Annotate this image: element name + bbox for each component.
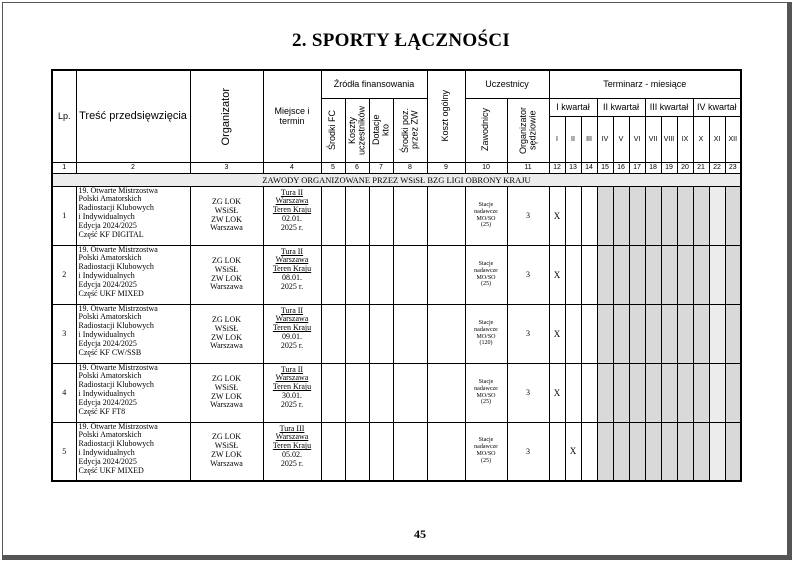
header-month: I (549, 116, 565, 162)
cell-line: Stacje (478, 201, 494, 208)
cell-empty (369, 363, 393, 422)
cell-empty (345, 245, 369, 304)
table-row (52, 363, 741, 422)
column-number: 22 (709, 162, 725, 173)
cell-line: Teren Kraju (272, 205, 312, 215)
cell-line: nadawcze (474, 326, 498, 333)
cell-line: WSiSŁ (214, 264, 239, 274)
cell-line: Część UKF MIXED (78, 289, 144, 299)
cell-line: Edycja 2024/2025 (78, 280, 137, 290)
cell-line: (25) (481, 281, 491, 288)
cell-lp: 4 (52, 363, 76, 422)
cell-line: (25) (481, 399, 491, 406)
month-cell (661, 363, 677, 422)
cell-line: 09.01. (282, 332, 302, 342)
column-number: 19 (661, 162, 677, 173)
cell-empty (369, 245, 393, 304)
cell-empty (427, 245, 465, 304)
month-cell (597, 186, 613, 245)
column-numbers-row (52, 162, 741, 173)
cell-line: Polski Amatorskich (78, 194, 142, 204)
table-row (52, 304, 741, 363)
header-dotacje-label: Dotacje kto (370, 114, 390, 146)
cell-line: Teren Kraju (272, 382, 312, 392)
month-cell (709, 363, 725, 422)
column-number: 9 (427, 162, 465, 173)
cell-line: ZW LOK (211, 450, 242, 460)
column-number: 17 (629, 162, 645, 173)
cell-empty (369, 186, 393, 245)
cell-empty (369, 422, 393, 481)
cell-line: MO/SO (476, 392, 496, 399)
column-number: 3 (190, 162, 263, 173)
month-cell (645, 363, 661, 422)
month-cell (549, 422, 565, 481)
month-cell (613, 363, 629, 422)
cell-line: ZW LOK (211, 273, 242, 283)
header-srodki-fc-label: Środki FC (327, 109, 338, 150)
cell-line: 19. Otwarte Mistrzostwa (78, 245, 158, 254)
header-lp: Lp. (52, 70, 76, 162)
cell-line: 19. Otwarte Mistrzostwa (78, 304, 158, 313)
cell-line: Warszawa (210, 223, 243, 233)
cell-line: nadawcze (474, 444, 498, 451)
cell-line: Radiostacji Klubowych (78, 262, 154, 272)
cell-empty (321, 363, 345, 422)
cell-line: 2025 r. (280, 400, 304, 410)
header-quarter-4: IV kwartał (693, 98, 741, 116)
month-cell (613, 304, 629, 363)
column-number: 10 (465, 162, 507, 173)
month-cell (677, 304, 693, 363)
cell-line: ZG LOK (211, 373, 242, 383)
cell-line: ZG LOK (211, 432, 242, 442)
cell-line: Teren Kraju (272, 264, 312, 274)
cell-miejsce (263, 422, 321, 481)
cell-line: WSiSŁ (214, 441, 239, 451)
month-mark: X (549, 304, 565, 363)
header-srodki-zw-label: Środki poz. przez ZW (399, 107, 419, 153)
month-cell (629, 304, 645, 363)
cell-line: nadawcze (474, 208, 498, 215)
month-cell (565, 186, 581, 245)
month-cell (613, 422, 629, 481)
month-mark: X (549, 186, 565, 245)
cell-zawodnicy (465, 363, 507, 422)
cell-line: Edycja 2024/2025 (78, 398, 137, 408)
cell-line: WSiSŁ (214, 382, 239, 392)
cell-line: MO/SO (476, 333, 496, 340)
cell-lp: 1 (52, 186, 76, 245)
column-number: 12 (549, 162, 565, 173)
cell-tresc (76, 363, 190, 422)
cell-line: 2025 r. (280, 282, 304, 292)
cell-line: 08.01. (282, 273, 302, 283)
cell-line: Tura II (280, 187, 304, 197)
column-number: 7 (369, 162, 393, 173)
cell-line: Warszawa (210, 400, 243, 410)
month-cell (677, 186, 693, 245)
cell-empty (369, 304, 393, 363)
cell-line: (120) (479, 340, 493, 347)
header-month: VIII (661, 116, 677, 162)
month-cell (581, 422, 597, 481)
month-cell (677, 363, 693, 422)
month-cell (693, 363, 709, 422)
table-row (52, 186, 741, 245)
month-cell (597, 304, 613, 363)
header-quarter-3: III kwartał (645, 98, 693, 116)
header-koszt-ogolny (427, 70, 465, 162)
month-cell (597, 245, 613, 304)
month-cell (661, 422, 677, 481)
cell-line: nadawcze (474, 267, 498, 274)
month-cell (629, 186, 645, 245)
cell-miejsce (263, 186, 321, 245)
cell-empty (321, 422, 345, 481)
cell-empty (393, 245, 427, 304)
month-cell (581, 363, 597, 422)
month-cell (581, 245, 597, 304)
cell-line: Teren Kraju (272, 441, 312, 451)
month-cell (581, 186, 597, 245)
cell-empty (345, 422, 369, 481)
cell-line: Teren Kraju (272, 323, 312, 333)
cell-line: 2025 r. (280, 341, 304, 351)
header-month: IV (597, 116, 613, 162)
header-month: VI (629, 116, 645, 162)
cell-line: Warszawa (275, 373, 309, 383)
header-month: XI (709, 116, 725, 162)
cell-line: i Indywidualnych (78, 330, 135, 340)
cell-line: 19. Otwarte Mistrzostwa (78, 186, 158, 195)
cell-line: Polski Amatorskich (78, 253, 142, 263)
cell-sedziowie: 3 (507, 363, 549, 422)
header-month: V (613, 116, 629, 162)
cell-line: WSiSŁ (214, 323, 239, 333)
cell-organizator (190, 363, 263, 422)
cell-line: MO/SO (476, 451, 496, 458)
month-cell (565, 245, 581, 304)
cell-organizator (190, 186, 263, 245)
table-row (52, 245, 741, 304)
cell-miejsce (263, 304, 321, 363)
month-cell (661, 245, 677, 304)
cell-line: ZW LOK (211, 391, 242, 401)
column-number: 14 (581, 162, 597, 173)
month-cell (725, 245, 741, 304)
cell-zawodnicy (465, 186, 507, 245)
cell-line: Warszawa (275, 314, 309, 324)
cell-miejsce (263, 245, 321, 304)
header-uczestnicy: Uczestnicy (465, 70, 549, 98)
cell-line: Warszawa (275, 196, 309, 206)
cell-line: ZG LOK (211, 255, 242, 265)
header-quarter-2: II kwartał (597, 98, 645, 116)
cell-line: 19. Otwarte Mistrzostwa (78, 422, 158, 431)
cell-line: i Indywidualnych (78, 212, 135, 222)
month-cell (629, 422, 645, 481)
header-koszt-ogolny-label: Koszt ogólny (440, 90, 451, 143)
cell-line: ZG LOK (211, 196, 242, 206)
cell-empty (345, 186, 369, 245)
cell-line: Część KF FT8 (78, 407, 126, 417)
cell-line: Stacje (478, 319, 494, 326)
page-number: 45 (414, 527, 426, 541)
cell-line: Polski Amatorskich (78, 312, 142, 322)
cell-line: Tura III (279, 423, 305, 433)
header-org-sedziowie-label: Organizator sędziowie (517, 106, 537, 154)
month-mark: X (565, 422, 581, 481)
header-tresc: Treść przedsięwzięcia (76, 70, 190, 162)
cell-empty (321, 186, 345, 245)
header-month: II (565, 116, 581, 162)
month-cell (661, 186, 677, 245)
cell-line: Tura II (280, 305, 304, 315)
month-cell (693, 245, 709, 304)
cell-line: Warszawa (275, 432, 309, 442)
cell-line: 2025 r. (280, 459, 304, 469)
cell-line: Radiostacji Klubowych (78, 439, 154, 449)
month-cell (709, 304, 725, 363)
month-cell (725, 422, 741, 481)
cell-tresc (76, 186, 190, 245)
month-cell (597, 422, 613, 481)
header-srodki-zw (393, 98, 427, 162)
cell-empty (427, 186, 465, 245)
month-cell (645, 304, 661, 363)
cell-line: Radiostacji Klubowych (78, 321, 154, 331)
column-number: 23 (725, 162, 741, 173)
header-organizator (190, 70, 263, 162)
column-number: 16 (613, 162, 629, 173)
cell-line: ZG LOK (211, 314, 242, 324)
column-number: 21 (693, 162, 709, 173)
cell-line: Część UKF MIXED (78, 466, 144, 476)
cell-line: Edycja 2024/2025 (78, 339, 137, 349)
cell-line: MO/SO (476, 274, 496, 281)
cell-sedziowie: 3 (507, 186, 549, 245)
header-organizator-label: Organizator (219, 87, 232, 145)
cell-empty (393, 304, 427, 363)
cell-empty (393, 422, 427, 481)
cell-line: ZW LOK (211, 214, 242, 224)
cell-line: (25) (481, 458, 491, 465)
cell-empty (393, 363, 427, 422)
cell-sedziowie: 3 (507, 304, 549, 363)
cell-zawodnicy (465, 245, 507, 304)
cell-tresc (76, 422, 190, 481)
cell-line: Tura II (280, 246, 304, 256)
cell-line: Edycja 2024/2025 (78, 221, 137, 231)
cell-line: Stacje (478, 260, 494, 267)
cell-empty (321, 245, 345, 304)
header-month: X (693, 116, 709, 162)
month-cell (709, 422, 725, 481)
month-mark: X (549, 363, 565, 422)
cell-line: 2025 r. (280, 223, 304, 233)
table-body (52, 186, 741, 481)
month-cell (693, 422, 709, 481)
cell-organizator (190, 245, 263, 304)
cell-line: 02.01. (282, 214, 302, 224)
cell-empty (393, 186, 427, 245)
cell-line: Warszawa (275, 255, 309, 265)
column-number: 5 (321, 162, 345, 173)
header-koszty-label: Koszty uczestników (346, 105, 366, 155)
header-month: IX (677, 116, 693, 162)
page-title: 2. SPORTY ŁĄCZNOŚCI (291, 30, 511, 51)
cell-lp: 2 (52, 245, 76, 304)
month-cell (645, 245, 661, 304)
cell-organizator (190, 422, 263, 481)
cell-line: 19. Otwarte Mistrzostwa (78, 363, 158, 372)
cell-sedziowie: 3 (507, 245, 549, 304)
cell-organizator (190, 304, 263, 363)
cell-sedziowie: 3 (507, 422, 549, 481)
cell-line: Stacje (478, 378, 494, 385)
cell-line: Radiostacji Klubowych (78, 203, 154, 213)
cell-line: MO/SO (476, 215, 496, 222)
cell-line: 30.01. (282, 391, 302, 401)
cell-line: i Indywidualnych (78, 389, 135, 399)
month-cell (677, 245, 693, 304)
month-cell (661, 304, 677, 363)
cell-miejsce (263, 363, 321, 422)
cell-line: (25) (481, 222, 491, 229)
month-cell (693, 304, 709, 363)
cell-empty (427, 363, 465, 422)
header-srodki-fc (321, 98, 345, 162)
header-miejsce: Miejsce i termin (263, 70, 321, 162)
header-quarter-1: I kwartał (549, 98, 597, 116)
cell-line: Część KF DIGITAL (78, 230, 144, 240)
month-cell (629, 245, 645, 304)
cell-zawodnicy (465, 304, 507, 363)
cell-line: ZW LOK (211, 332, 242, 342)
month-cell (645, 422, 661, 481)
cell-lp: 5 (52, 422, 76, 481)
column-number: 18 (645, 162, 661, 173)
header-koszty (345, 98, 369, 162)
column-number: 8 (393, 162, 427, 173)
month-cell (693, 186, 709, 245)
cell-lp: 3 (52, 304, 76, 363)
cell-line: Część KF CW/SSB (78, 348, 142, 358)
cell-line: nadawcze (474, 385, 498, 392)
cell-line: Warszawa (210, 459, 243, 469)
cell-line: i Indywidualnych (78, 271, 135, 281)
cell-line: Radiostacji Klubowych (78, 380, 154, 390)
cell-line: Tura II (280, 364, 304, 374)
section-title: ZAWODY ORGANIZOWANE PRZEZ WSiSŁ BZG LIGI OBRONY KRAJU (52, 173, 741, 186)
month-cell (725, 363, 741, 422)
month-cell (645, 186, 661, 245)
column-number: 15 (597, 162, 613, 173)
cell-line: Warszawa (210, 282, 243, 292)
cell-empty (345, 304, 369, 363)
column-number: 4 (263, 162, 321, 173)
header-terminarz: Terminarz - miesiące (549, 70, 741, 98)
cell-line: Warszawa (210, 341, 243, 351)
cell-zawodnicy (465, 422, 507, 481)
month-mark: X (549, 245, 565, 304)
cell-tresc (76, 304, 190, 363)
month-cell (725, 186, 741, 245)
month-cell (725, 304, 741, 363)
header-month: VII (645, 116, 661, 162)
cell-empty (427, 422, 465, 481)
month-cell (677, 422, 693, 481)
cell-line: 05.02. (282, 450, 302, 460)
cell-tresc (76, 245, 190, 304)
month-cell (565, 363, 581, 422)
month-cell (613, 245, 629, 304)
column-number: 6 (345, 162, 369, 173)
cell-empty (321, 304, 345, 363)
header-zawodnicy-label: Zawodnicy (480, 108, 491, 152)
cell-line: WSiSŁ (214, 205, 239, 215)
table-row (52, 422, 741, 481)
header-month: XII (725, 116, 741, 162)
header-dotacje (369, 98, 393, 162)
month-cell (597, 363, 613, 422)
month-cell (581, 304, 597, 363)
events-table (51, 69, 742, 482)
header-zawodnicy (465, 98, 507, 162)
month-cell (629, 363, 645, 422)
column-number: 1 (52, 162, 76, 173)
header-zrodla: Źródła finansowania (321, 70, 427, 98)
header-org-sedziowie (507, 98, 549, 162)
column-number: 20 (677, 162, 693, 173)
cell-line: Polski Amatorskich (78, 430, 142, 440)
cell-empty (427, 304, 465, 363)
cell-line: i Indywidualnych (78, 448, 135, 458)
header-month: III (581, 116, 597, 162)
month-cell (613, 186, 629, 245)
month-cell (709, 245, 725, 304)
column-number: 2 (76, 162, 190, 173)
cell-line: Edycja 2024/2025 (78, 457, 137, 467)
cell-empty (345, 363, 369, 422)
cell-line: Polski Amatorskich (78, 371, 142, 381)
month-cell (565, 304, 581, 363)
column-number: 11 (507, 162, 549, 173)
column-number: 13 (565, 162, 581, 173)
cell-line: Stacje (478, 437, 494, 444)
month-cell (709, 186, 725, 245)
